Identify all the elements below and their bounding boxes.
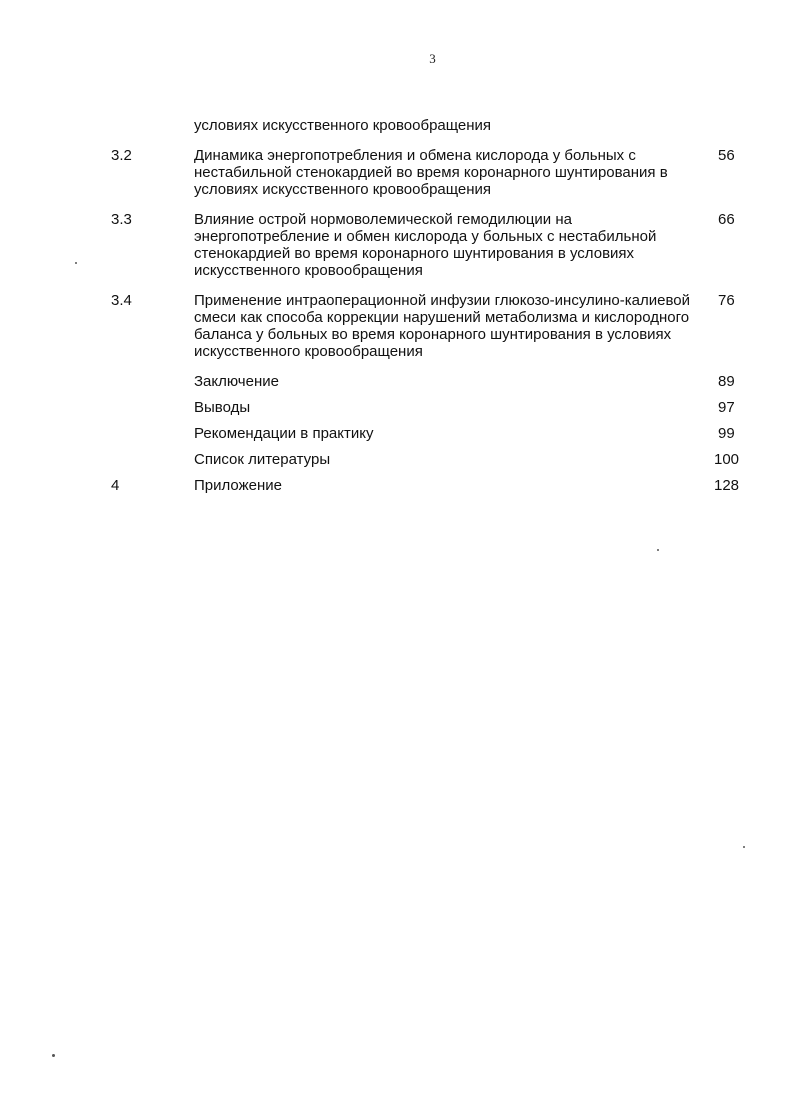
scan-speck [75, 262, 77, 264]
toc-entry-page: 100 [714, 451, 740, 468]
toc-entry-page: 76 [718, 292, 735, 309]
toc-entry-title: Заключение [194, 373, 279, 390]
toc-entry-page: 99 [718, 425, 735, 442]
toc-entry-findings [0, 399, 793, 416]
toc-entry-page: 56 [718, 147, 735, 164]
scan-speck [743, 846, 745, 848]
toc-entry-title: Рекомендации в практику [194, 425, 374, 442]
toc-entry-references [0, 451, 793, 468]
toc-entry-title: Динамика энергопотребления и обмена кислорода у больных с нестабильной стенокардией во время коронарного шунтирования в условиях искусственного кровообращения [194, 147, 668, 198]
toc-entry-number: 4 [111, 477, 120, 494]
toc-entry-title: Влияние острой нормоволемической гемодилюции на энергопотребление и обмен кислорода у больных с нестабильной стенокардией во время коронарного шунтирования в условиях искусственного кровообращения [194, 211, 657, 279]
toc-entry-3-3 [0, 211, 793, 279]
toc-entry-number: 3.4 [111, 292, 132, 309]
toc-entry-number: 3.2 [111, 147, 132, 164]
toc-entry-title: Выводы [194, 399, 251, 416]
toc-entry-3-2 [0, 147, 793, 198]
scan-speck [52, 1054, 55, 1057]
toc-entry-page: 128 [714, 477, 740, 494]
toc-entry-title: Применение интраоперационной инфузии глюкозо-инсулино-калиевой смеси как способа коррекции нарушений метаболизма и кислородного баланса у больных во время коронарного шунтирования в условиях искусственного кровообращения [194, 292, 690, 360]
page-number: 3 [429, 51, 436, 66]
toc-entry-number: 3.3 [111, 211, 132, 228]
toc-entry-appendix [0, 477, 793, 494]
toc-entry-page: 89 [718, 373, 735, 390]
toc-entry-title: Список литературы [194, 451, 331, 468]
toc-entry-conclusion [0, 373, 793, 390]
table-of-contents [0, 117, 793, 503]
scan-speck [657, 549, 659, 551]
toc-entry-3-4 [0, 292, 793, 360]
toc-entry-title: Приложение [194, 477, 282, 494]
toc-entry-continued [0, 117, 793, 134]
toc-entry-title: условиях искусственного кровообращения [194, 117, 492, 134]
toc-entry-page: 66 [718, 211, 735, 228]
toc-entry-page: 97 [718, 399, 735, 416]
toc-entry-recommendations [0, 425, 793, 442]
